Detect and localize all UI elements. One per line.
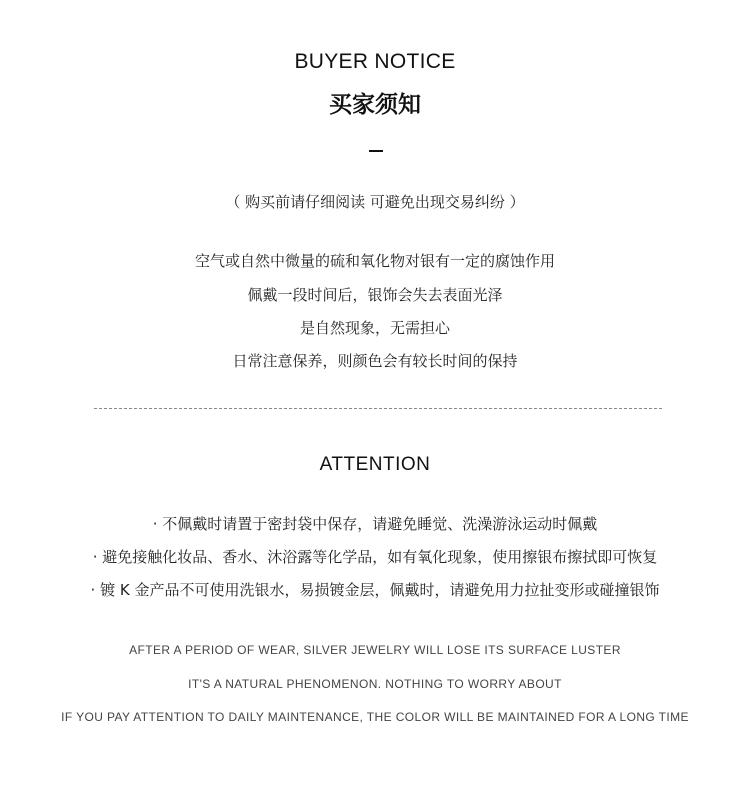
intro-line: 日常注意保养，则颜色会有较长时间的保持 bbox=[232, 352, 518, 370]
english-note-line: AFTER A PERIOD OF WEAR, SILVER JEWELRY WILL LOSE ITS SURFACE LUSTER bbox=[129, 643, 621, 657]
title-english: BUYER NOTICE bbox=[294, 50, 456, 73]
english-note-line: IT'S A NATURAL PHENOMENON. NOTHING TO WORRY ABOUT bbox=[188, 677, 562, 691]
title-chinese: 买家须知 bbox=[329, 92, 421, 118]
intro-line: 空气或自然中微量的硫和氧化物对银有一定的腐蚀作用 bbox=[194, 252, 555, 270]
english-note-line: IF YOU PAY ATTENTION TO DAILY MAINTENANCE, THE COLOR WILL BE MAINTAINED FOR A LONG TIME bbox=[61, 710, 689, 724]
title-underline-dash bbox=[369, 150, 383, 152]
attention-tip: · 不佩戴时请置于密封袋中保存，请避免睡觉、洗澡游泳运动时佩戴 bbox=[152, 515, 598, 533]
intro-line: 佩戴一段时间后，银饰会失去表面光泽 bbox=[247, 286, 503, 304]
dashed-divider bbox=[94, 408, 662, 409]
attention-heading: ATTENTION bbox=[319, 454, 431, 475]
intro-line: 是自然现象，无需担心 bbox=[299, 319, 450, 337]
read-before-purchase-note: （ 购买前请仔细阅读 可避免出现交易纠纷 ） bbox=[225, 193, 525, 211]
attention-tip: · 镀 K 金产品不可使用洗银水，易损镀金层，佩戴时，请避免用力拉扯变形或碰撞银饰 bbox=[90, 581, 660, 599]
attention-tip: · 避免接触化妆品、香水、沐浴露等化学品，如有氧化现象，使用擦银布擦拭即可恢复 bbox=[92, 548, 658, 566]
